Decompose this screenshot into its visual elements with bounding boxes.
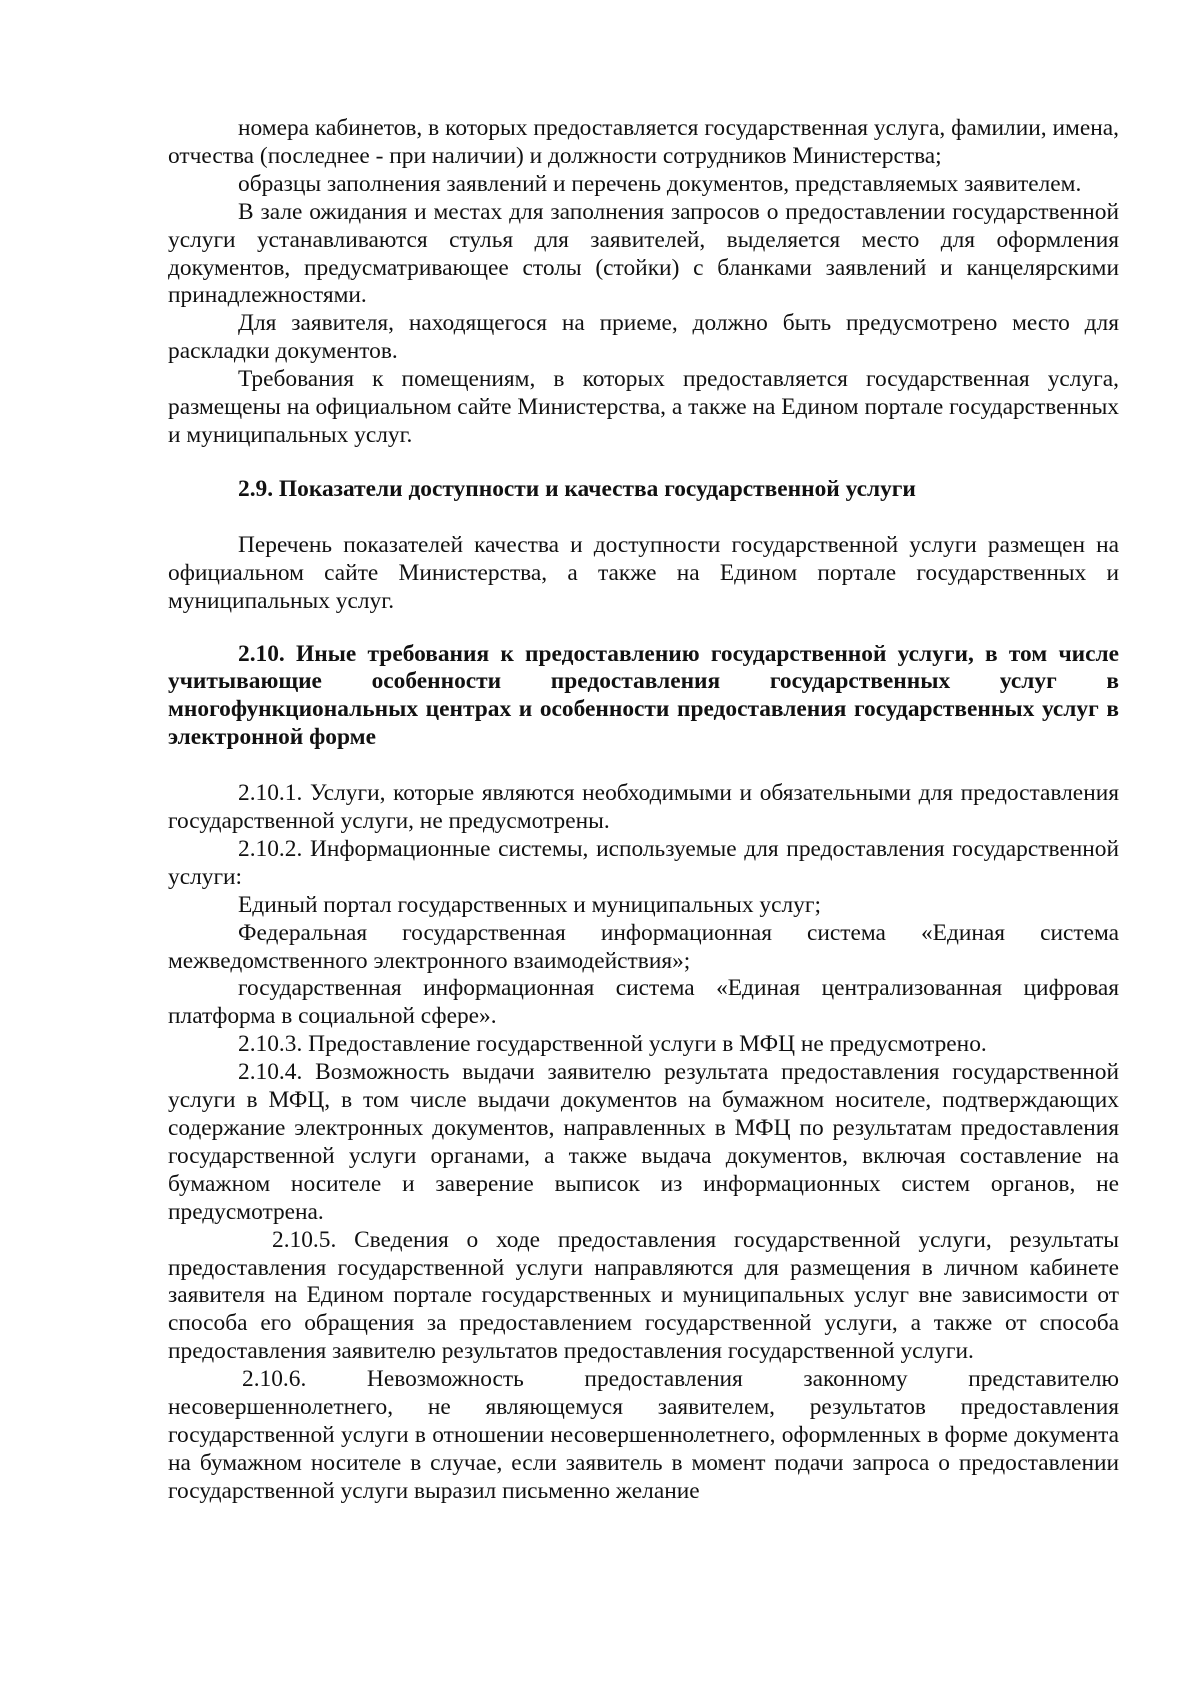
document-page	[168, 115, 1119, 1506]
section-heading-2-9: 2.9. Показатели доступности и качества государственной услуги	[238, 475, 916, 502]
paragraph-2-10-6: 2.10.6. Невозможность предоставления законному представителю несовершеннолетнего, не являющемуся заявителем, результатов предоставления государственной услуги в отношении несовершеннолетнего, оформленных в форме документа на бумажном носителе в случае, если заявитель в момент подачи запроса о предоставлении государственной услуги выразил письменно желание	[168, 1366, 1119, 1504]
paragraph-office-numbers: номера кабинетов, в которых предоставляется государственная услуга, фамилии, имена, отчества (последнее - при наличии) и должности сотрудников Министерства;	[168, 115, 1119, 169]
spacer	[168, 752, 1119, 780]
paragraph-ecp: государственная информационная система «Единая централизованная цифровая платформа в социальной сфере».	[168, 975, 1119, 1030]
section-heading-2-10: 2.10. Иные требования к предоставлению государственной услуги, в том числе учитывающие особенности предоставления государственных услуг в многофункциональных центрах и особенности предоставления государственных услуг в электронной форме	[168, 640, 1119, 751]
spacer	[168, 504, 1119, 532]
paragraph-2-10-5: 2.10.5. Сведения о ходе предоставления государственной услуги, результаты предоставления государственной услуги направляются для размещения в личном кабинете заявителя на Едином портале государственных и муниципальных услуг вне зависимости от способа его обращения за предоставлением государственной услуги, а также от способа предоставления заявителю результатов предоставления государственной услуги.	[168, 1226, 1119, 1365]
spacer	[168, 450, 1119, 476]
paragraph-2-10-3: 2.10.3. Предоставление государственной услуги в МФЦ не предусмотрено.	[238, 1031, 987, 1058]
paragraph-2-10-1: 2.10.1. Услуги, которые являются необходимыми и обязательными для предоставления государственной услуги, не предусмотрены.	[168, 780, 1119, 835]
paragraph-sample-forms: образцы заполнения заявлений и перечень документов, представляемых заявителем.	[238, 170, 1082, 197]
paragraph-smev: Федеральная государственная информационная система «Единая система межведомственного электронного взаимодействия»;	[168, 919, 1119, 974]
paragraph-2-10-4: 2.10.4. Возможность выдачи заявителю результата предоставления государственной услуги в МФЦ, в том числе выдачи документов на бумажном носителе, подтверждающих содержание электронных документов, направленных в МФЦ по результатам предоставления государственной услуги органами, а также выдача документов, включая составление на бумажном носителе и заверение выписок из информационных систем органов, не предусмотрена.	[168, 1059, 1119, 1225]
paragraph-document-layout-place: Для заявителя, находящегося на приеме, должно быть предусмотрено место для раскладки документов.	[168, 310, 1119, 365]
paragraph-epgu: Единый портал государственных и муниципальных услуг;	[238, 891, 821, 918]
paragraph-2-10-2: 2.10.2. Информационные системы, используемые для предоставления государственной услуги:	[168, 835, 1119, 890]
paragraph-quality-indicators: Перечень показателей качества и доступности государственной услуги размещен на официальном сайте Министерства, а также на Едином портале государственных и муниципальных услуг.	[168, 531, 1119, 614]
paragraph-waiting-hall: В зале ожидания и местах для заполнения запросов о предоставлении государственной услуги устанавливаются стулья для заявителей, выделяется место для оформления документов, предусматривающее столы (стойки) с бланками заявлений и канцелярскими принадлежностями.	[168, 198, 1119, 309]
spacer	[168, 616, 1119, 641]
paragraph-premises-requirements: Требования к помещениям, в которых предоставляется государственная услуга, размещены на официальном сайте Министерства, а также на Едином портале государственных и муниципальных услуг.	[168, 366, 1119, 448]
